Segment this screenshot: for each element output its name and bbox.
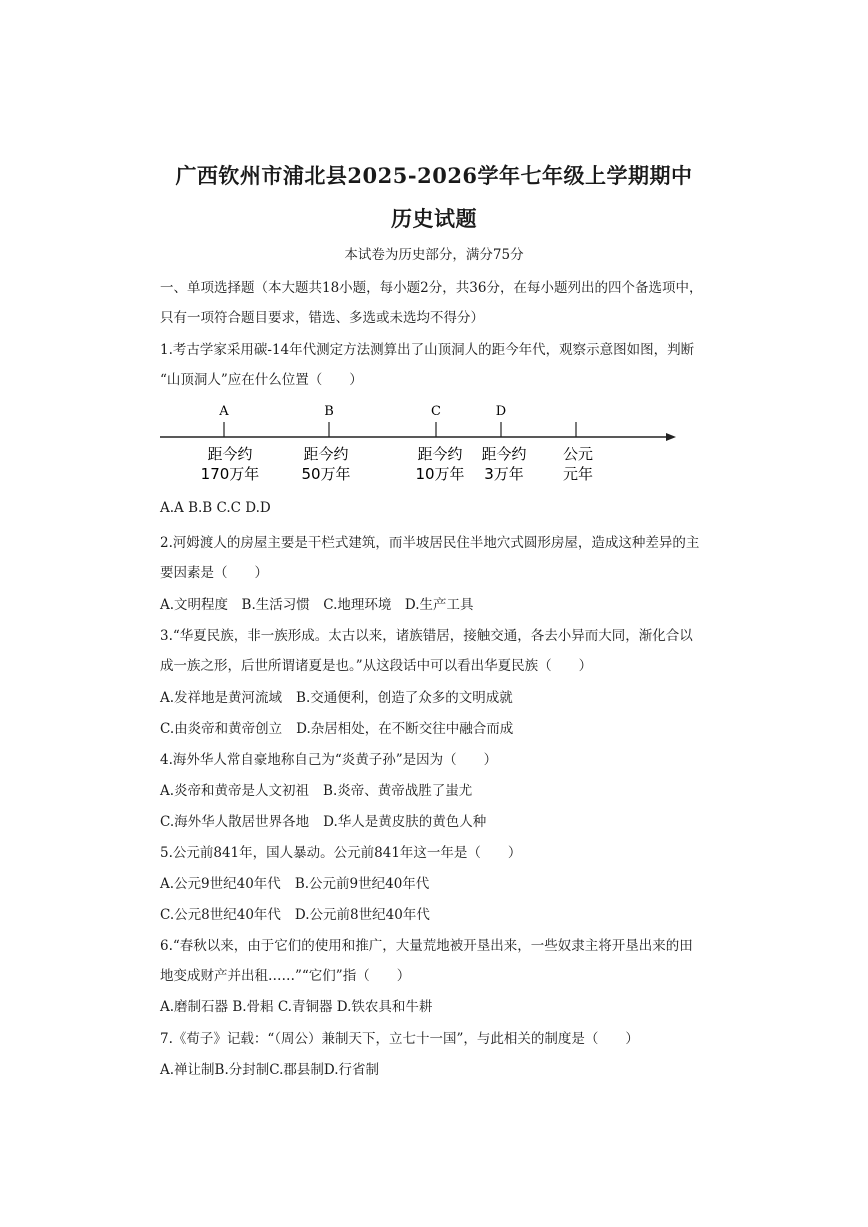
timeline-label-b-1: 距今约 (303, 445, 349, 463)
question-2-options: A.文明程度 B.生活习惯 C.地理环境 D.生产工具 (160, 597, 474, 613)
question-1-stem: 1.考古学家采用碳-14年代测定方法测算出了山顶洞人的距今年代，观察示意图如图，判断 (160, 342, 695, 358)
option-d: D.华人是黄皮肤的黄色人种 (323, 814, 487, 830)
question-3-options-row-1 (160, 686, 716, 706)
timeline-label-c-2: 10万年 (415, 465, 465, 483)
question-1-stem-cont: “山顶洞人”应在什么位置（ ） (160, 372, 363, 388)
section-instruction-cont: 只有一项符合题目要求，错选、多选或未选均不得分） (160, 310, 484, 326)
question-2-stem-cont: 要因素是（ ） (160, 565, 268, 581)
timeline-label-d-1: 距今约 (481, 445, 527, 463)
question-5-options-row-2 (160, 903, 716, 923)
option-b: B.公元前9世纪40年代 (294, 876, 430, 892)
question-6-options: A.磨制石器 B.骨耜 C.青铜器 D.铁农具和牛耕 (160, 999, 433, 1015)
question-4-options-row-1 (160, 779, 716, 799)
section-instruction: 一、单项选择题（本大题共18小题，每小题2分，共36分，在每小题列出的四个备选项中， (160, 280, 703, 296)
timeline-label-a-2: 170万年 (200, 465, 260, 483)
question-5-options-row-1 (160, 872, 716, 892)
timeline-arrow-icon (666, 433, 676, 441)
question-7-stem: 7.《荀子》记载：“（周公）兼制天下，立七十一国”，与此相关的制度是（ ） (160, 1031, 639, 1047)
timeline-letter-a: A (219, 404, 229, 419)
question-4-options-row-2 (160, 810, 716, 830)
exam-subject-title: 历史试题 (391, 206, 477, 231)
timeline-label-a-1: 距今约 (207, 445, 253, 463)
timeline-label-c-1: 距今约 (417, 445, 463, 463)
question-6-stem-cont: 地变成财产并出租……”“它们”指（ ） (160, 968, 411, 984)
option-d: D.公元前8世纪40年代 (294, 907, 430, 923)
timeline-label-epoch-2: 元年 (562, 465, 594, 483)
option-a: A.发祥地是黄河流域 (160, 690, 283, 706)
option-d: D.杂居相处，在不断交往中融合而成 (296, 721, 514, 737)
question-1-options: A.A B.B C.C D.D (160, 500, 271, 516)
option-a: A.炎帝和黄帝是人文初祖 (160, 783, 310, 799)
timeline-letter-c: C (431, 404, 441, 419)
timeline-label-epoch-1: 公元 (562, 445, 594, 463)
option-c: C.公元8世纪40年代 (160, 907, 281, 923)
exam-title: 广西钦州市浦北县2025-2026学年七年级上学期期中 (175, 163, 693, 188)
question-6-stem: 6.“春秋以来，由于它们的使用和推广，大量荒地被开垦出来，一些奴隶主将开垦出来的田 (160, 938, 693, 954)
question-7-options: A.禅让制B.分封制C.郡县制D.行省制 (160, 1062, 380, 1078)
option-b: B.炎帝、黄帝战胜了蚩尤 (323, 783, 473, 799)
question-2-stem: 2.河姆渡人的房屋主要是干栏式建筑，而半坡居民住半地穴式圆形房屋，造成这种差异的主 (160, 535, 700, 551)
option-c: C.由炎帝和黄帝创立 (160, 721, 283, 737)
option-a: A.公元9世纪40年代 (160, 876, 281, 892)
timeline-label-b-2: 50万年 (301, 465, 351, 483)
timeline-label-d-2: 3万年 (484, 465, 524, 483)
question-3-stem: 3.“华夏民族，非一族形成。太古以来，诸族错居，接触交通，各去小异而大同，渐化合以 (160, 628, 693, 644)
question-4-stem: 4.海外华人常自豪地称自己为“炎黄子孙”是因为（ ） (160, 752, 498, 768)
question-3-options-row-2 (160, 717, 716, 737)
option-b: B.交通便利，创造了众多的文明成就 (296, 690, 513, 706)
question-3-stem-cont: 成一族之形，后世所谓诸夏是也。”从这段话中可以看出华夏民族（ ） (160, 658, 593, 674)
timeline-diagram (150, 395, 690, 490)
timeline-letter-b: B (324, 404, 334, 419)
question-5-stem: 5.公元前841年，国人暴动。公元前841年这一年是（ ） (160, 845, 522, 861)
exam-score-note: 本试卷为历史部分，满分75分 (344, 247, 524, 263)
option-c: C.海外华人散居世界各地 (160, 814, 310, 830)
timeline-letter-d: D (495, 404, 507, 419)
